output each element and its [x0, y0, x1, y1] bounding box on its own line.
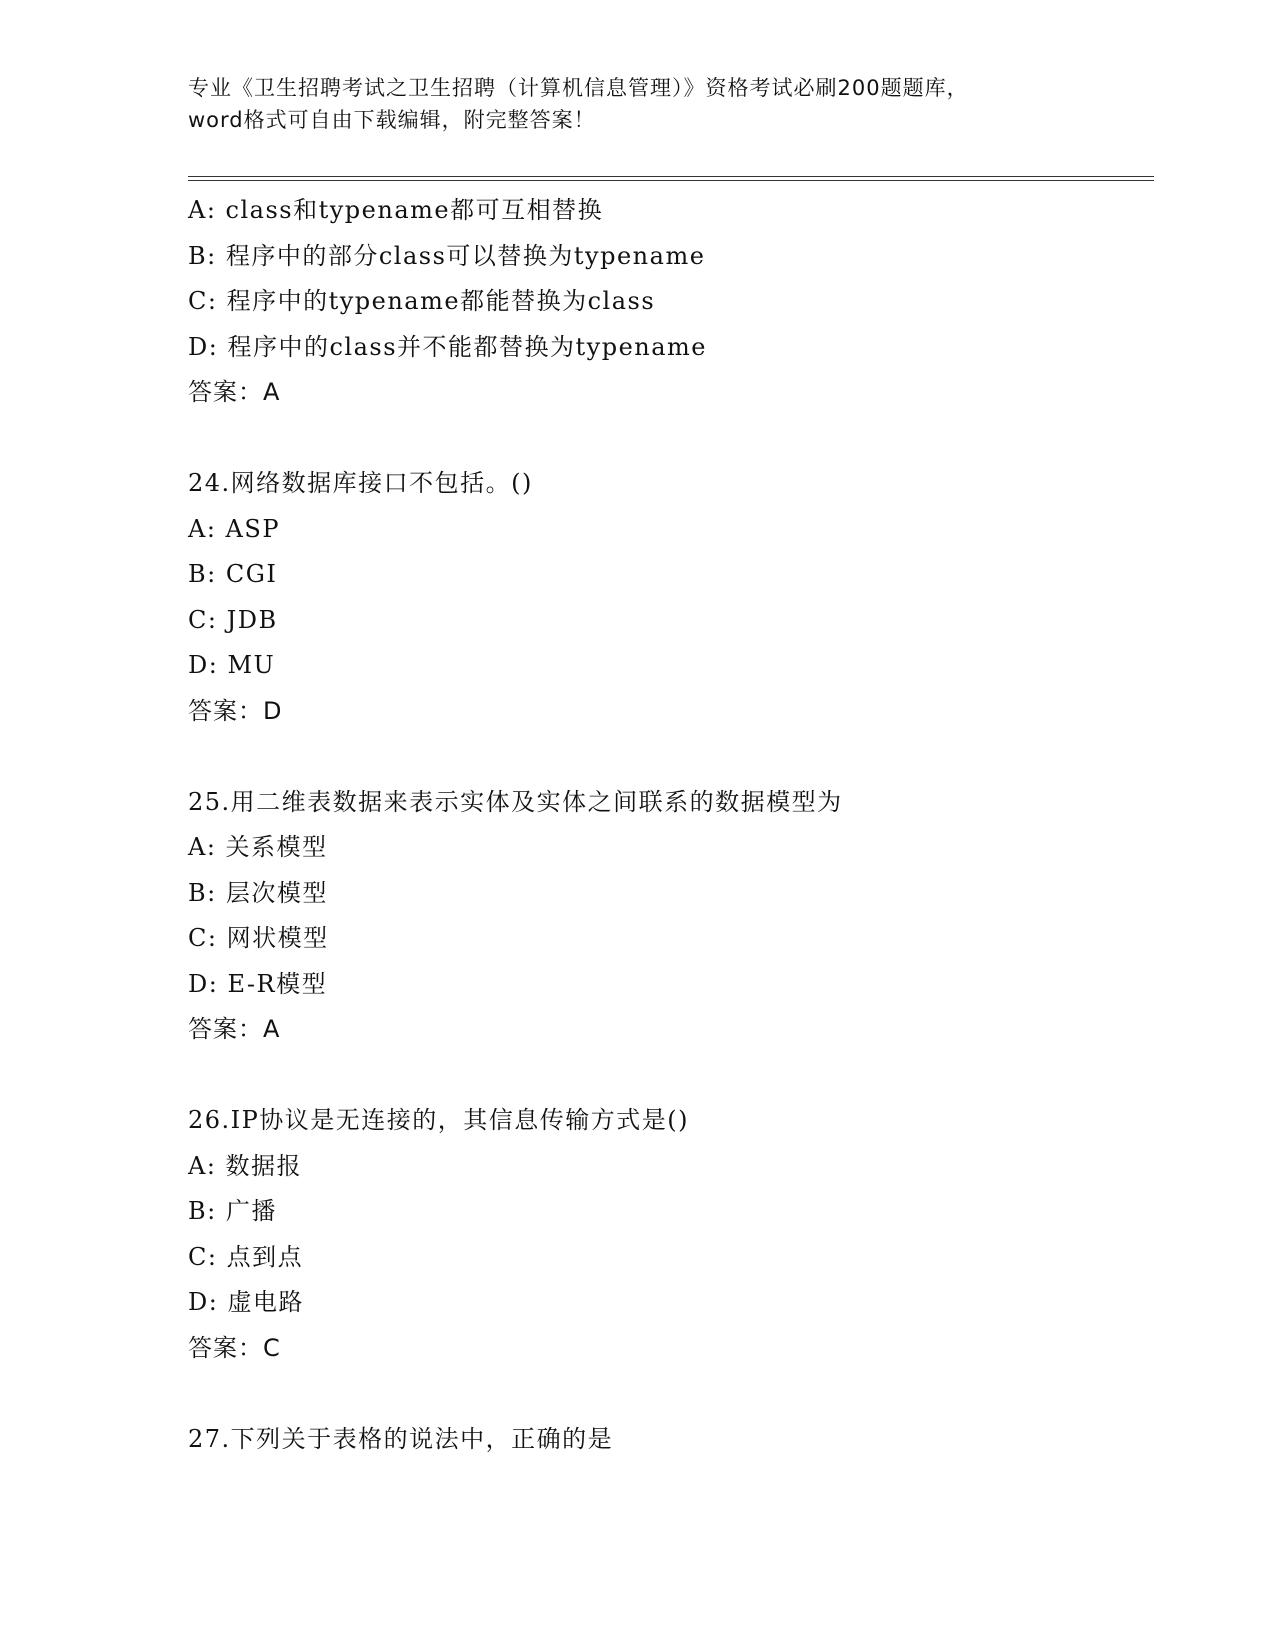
- option-a: A: class和typename都可互相替换: [188, 196, 604, 224]
- answer: 答案：C: [188, 1333, 281, 1362]
- option-b: B: CGI: [188, 560, 278, 588]
- spacer: [188, 416, 1148, 462]
- option-b: B: 广播: [188, 1197, 277, 1225]
- option-d: D: 程序中的class并不能都替换为typename: [188, 332, 708, 361]
- header-divider: [188, 176, 1154, 181]
- option-a: A: 关系模型: [188, 833, 328, 861]
- option-a: A: 数据报: [188, 1151, 303, 1180]
- option-d: D: MU: [188, 651, 276, 679]
- option-b: B: 层次模型: [188, 878, 328, 907]
- option-d: D: E-R模型: [188, 969, 328, 998]
- question-26: [188, 1098, 1148, 1371]
- spacer: [188, 734, 1148, 780]
- option-c: C: JDB: [188, 605, 278, 634]
- answer: 答案：A: [188, 1015, 281, 1043]
- option-a: A: ASP: [188, 514, 280, 543]
- question-stem: 24.网络数据库接口不包括。(): [188, 469, 533, 497]
- question-stem: 26.IP协议是无连接的，其信息传输方式是(): [188, 1106, 690, 1134]
- question-25: [188, 780, 1148, 1053]
- option-c: C: 网状模型: [188, 924, 329, 952]
- option-c: C: 程序中的typename都能替换为class: [188, 287, 656, 315]
- spacer: [188, 1053, 1148, 1099]
- question-stem: 25.用二维表数据来表示实体及实体之间联系的数据模型为: [188, 787, 843, 816]
- question-23-continued: [188, 188, 1148, 416]
- answer: 答案：A: [188, 378, 281, 406]
- option-d: D: 虚电路: [188, 1288, 304, 1316]
- question-stem: 27.下列关于表格的说法中，正确的是: [188, 1424, 614, 1453]
- answer: 答案：D: [188, 696, 283, 725]
- document-header: [188, 72, 1088, 136]
- question-27: [188, 1417, 1148, 1463]
- option-b: B: 程序中的部分class可以替换为typename: [188, 241, 706, 270]
- header-line-1: 专业《卫生招聘考试之卫生招聘（计算机信息管理）》资格考试必刷200题题库，: [188, 76, 969, 100]
- question-list: [188, 188, 1148, 1462]
- spacer: [188, 1371, 1148, 1417]
- option-c: C: 点到点: [188, 1242, 304, 1271]
- header-line-2: word格式可自由下载编辑，附完整答案！: [188, 108, 596, 132]
- question-24: [188, 461, 1148, 734]
